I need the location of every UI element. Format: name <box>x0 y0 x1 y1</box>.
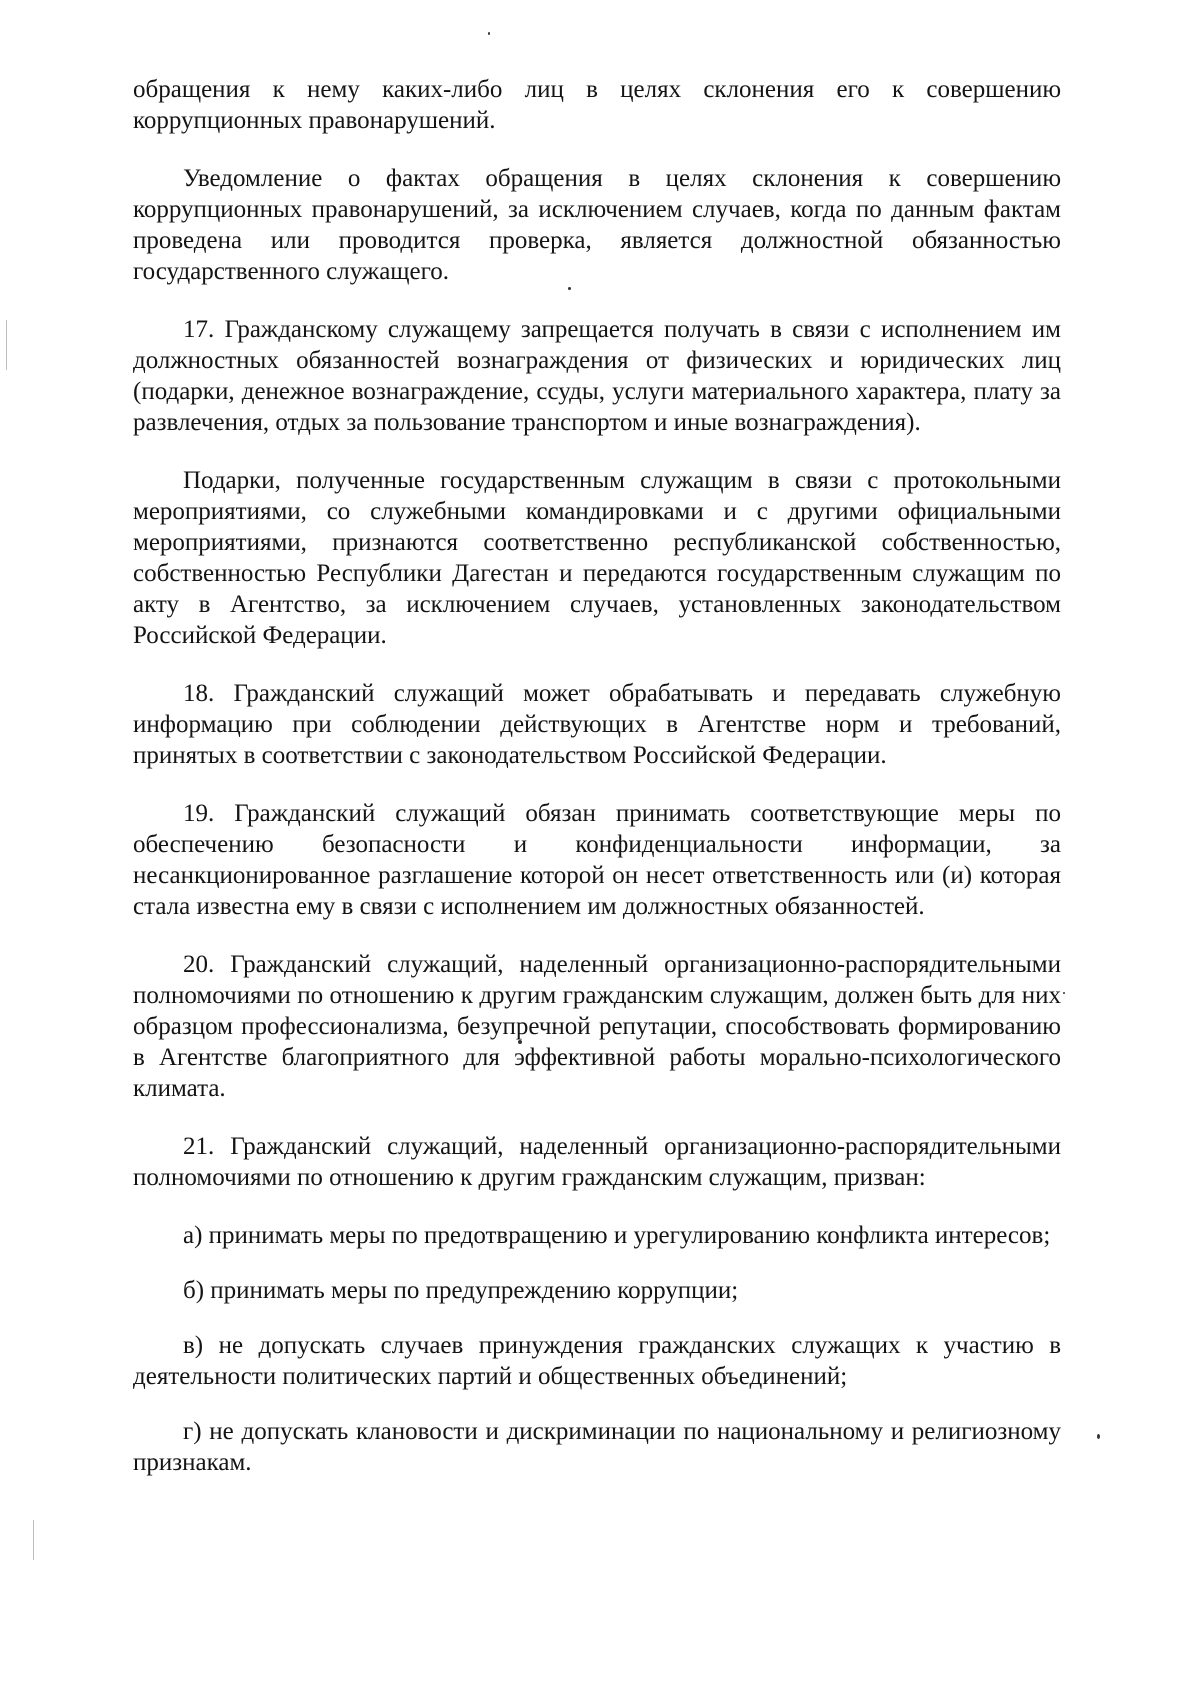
paragraph-continuation: обращения к нему каких-либо лиц в целях склонения его к совершению коррупционных правонарушений. <box>133 76 1061 134</box>
paragraph-21: 21. Гражданский служащий, наделенный организационно-распорядительными полномочиями по отношению к другим гражданским служащим, призван: <box>133 1133 1061 1191</box>
scan-speck <box>1097 1434 1100 1439</box>
paragraph-notification-duty: Уведомление о фактах обращения в целях склонения к совершению коррупционных правонарушений, за исключением случаев, когда по данным фактам проведена или проводится проверка, является должностной обязанностью государственного служащего. <box>133 165 1061 285</box>
paragraph-21-g: г) не допускать клановости и дискриминации по национальному и религиозному признакам. <box>133 1418 1061 1476</box>
paragraph-21-b: б) принимать меры по предупреждению коррупции; <box>183 1277 739 1304</box>
document-page <box>133 74 1061 1502</box>
paragraph-19: 19. Гражданский служащий обязан принимать соответствующие меры по обеспечению безопасности и конфиденциальности информации, за несанкционированное разглашение которой он несет ответственность или (и) которая стала известна ему в связи с исполнением им должностных обязанностей. <box>133 800 1061 920</box>
paragraph-18: 18. Гражданский служащий может обрабатывать и передавать служебную информацию при соблюдении действующих в Агентстве норм и требований, принятых в соответствии с законодательством Российской Федерации. <box>133 680 1061 769</box>
scan-edge-mark <box>33 1520 34 1560</box>
scan-speck <box>488 32 490 35</box>
paragraph-21-a: а) принимать меры по предотвращению и урегулированию конфликта интересов; <box>183 1222 1051 1249</box>
paragraph-21-v: в) не допускать случаев принуждения гражданских служащих к участию в деятельности политических партий и общественных объединений; <box>133 1332 1061 1390</box>
scan-edge-mark <box>6 320 7 370</box>
scan-speck <box>568 287 571 290</box>
scan-speck <box>1063 992 1065 994</box>
paragraph-20: 20. Гражданский служащий, наделенный организационно-распорядительными полномочиями по отношению к другим гражданским служащим, должен быть для них образцом профессионализма, безупречной репутации, способствовать формированию в Агентстве благоприятного для эффективной работы морально-психологического климата. <box>133 951 1061 1102</box>
paragraph-gifts: Подарки, полученные государственным служащим в связи с протокольными мероприятиями, со служебными командировками и с другими официальными мероприятиями, признаются соответственно республиканской собственностью, собственностью Республики Дагестан и передаются государственным служащим по акту в Агентство, за исключением случаев, установленных законодательством Российской Федерации. <box>133 467 1061 649</box>
scan-speck <box>518 1040 522 1044</box>
paragraph-17: 17. Гражданскому служащему запрещается получать в связи с исполнением им должностных обязанностей вознаграждения от физических и юридических лиц (подарки, денежное вознаграждение, ссуды, услуги материального характера, плату за развлечения, отдых за пользование транспортом и иные вознаграждения). <box>133 316 1061 436</box>
